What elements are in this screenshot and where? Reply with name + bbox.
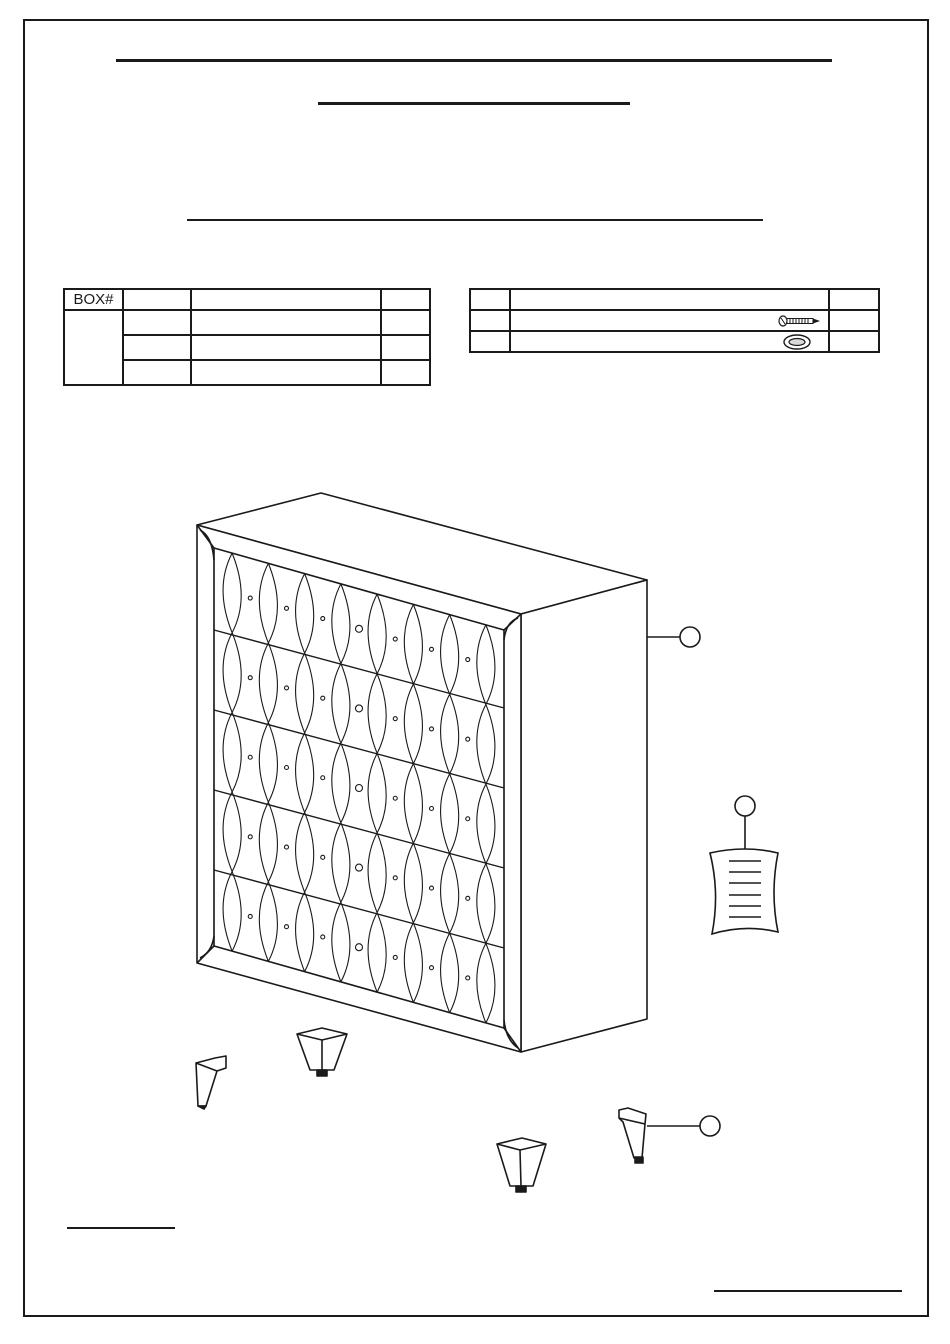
leg-side-left bbox=[196, 1056, 226, 1109]
tuft-button bbox=[285, 925, 289, 929]
tuft-button bbox=[393, 876, 397, 880]
tuft-button bbox=[248, 914, 252, 918]
leg-side-right bbox=[619, 1108, 646, 1163]
tuft-button bbox=[430, 807, 434, 811]
callout-circle-manual bbox=[735, 796, 755, 816]
callout-circle-leg bbox=[700, 1116, 720, 1136]
tuft-button bbox=[321, 935, 325, 939]
tuft-button bbox=[285, 686, 289, 690]
tuft-button bbox=[466, 737, 470, 741]
tuft-button bbox=[466, 817, 470, 821]
tuft-button bbox=[321, 696, 325, 700]
tuft-button bbox=[430, 886, 434, 890]
callout-circle-headboard bbox=[680, 627, 700, 647]
tuft-button bbox=[430, 966, 434, 970]
tuft-button bbox=[248, 755, 252, 759]
leg-tapered-top bbox=[297, 1028, 347, 1076]
tuft-button bbox=[321, 855, 325, 859]
tuft-button bbox=[248, 835, 252, 839]
box-number-header: BOX# bbox=[64, 289, 123, 310]
tuft-button bbox=[356, 625, 363, 632]
tuft-button bbox=[356, 785, 363, 792]
tuft-button bbox=[466, 976, 470, 980]
tuft-button bbox=[356, 864, 363, 871]
tuft-button bbox=[430, 727, 434, 731]
tuft-button bbox=[466, 896, 470, 900]
tuft-button bbox=[285, 845, 289, 849]
tuft-button bbox=[356, 705, 363, 712]
side-face bbox=[521, 580, 647, 1052]
tuft-button bbox=[321, 776, 325, 780]
tuft-button bbox=[430, 647, 434, 651]
leg-tapered-bottom bbox=[497, 1138, 546, 1192]
tuft-button bbox=[393, 955, 397, 959]
tuft-button bbox=[356, 944, 363, 951]
tuft-button bbox=[321, 617, 325, 621]
tuft-button bbox=[248, 676, 252, 680]
tuft-button bbox=[466, 658, 470, 662]
tuft-button bbox=[393, 637, 397, 641]
manual-booklet bbox=[710, 849, 778, 934]
tuft-button bbox=[248, 596, 252, 600]
tuft-button bbox=[393, 796, 397, 800]
tuft-button bbox=[285, 766, 289, 770]
tuft-button bbox=[393, 717, 397, 721]
tuft-button bbox=[285, 606, 289, 610]
